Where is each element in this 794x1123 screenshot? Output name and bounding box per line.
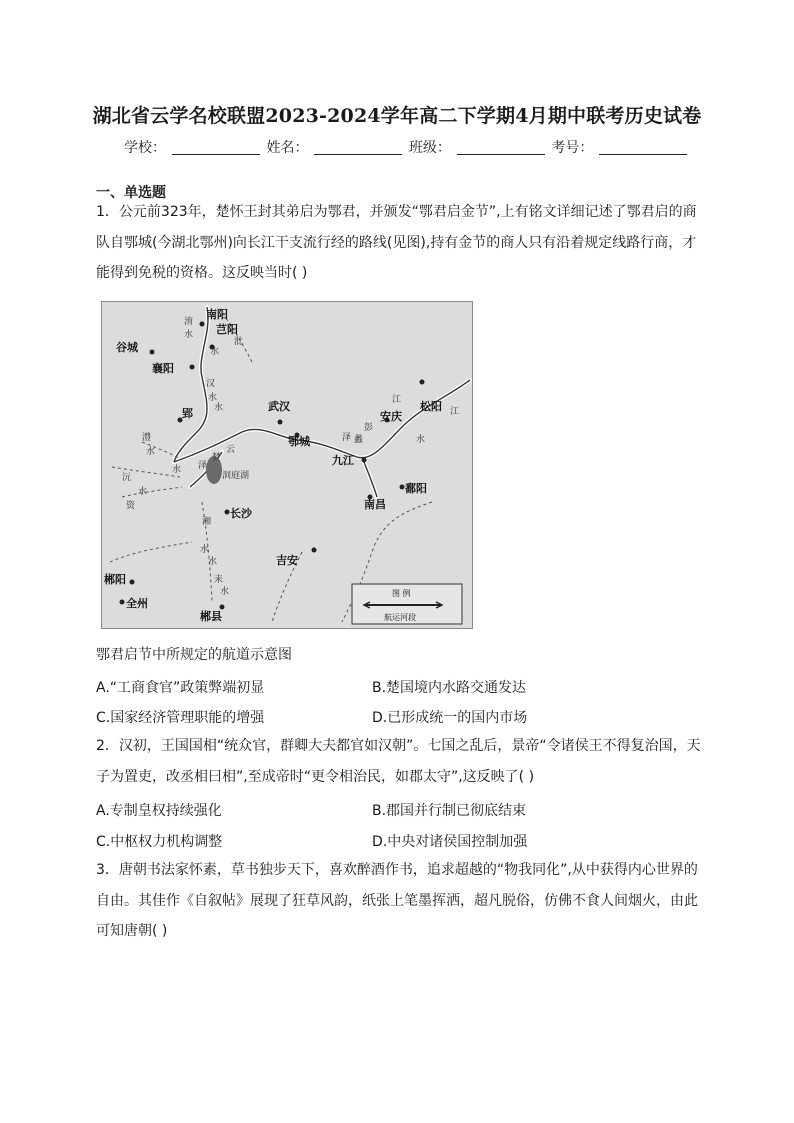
section-title: 一、单选题 bbox=[96, 185, 166, 201]
class-field[interactable] bbox=[457, 140, 545, 155]
school-label: 学校： bbox=[124, 140, 166, 156]
svg-text:江: 江 bbox=[392, 395, 402, 405]
svg-text:水: 水 bbox=[416, 435, 426, 445]
q2-option-d[interactable]: D.中央对诸侯国控制加强 bbox=[372, 834, 528, 850]
svg-text:水: 水 bbox=[138, 487, 148, 497]
svg-text:水: 水 bbox=[172, 465, 182, 475]
svg-text:湘: 湘 bbox=[202, 517, 212, 527]
svg-text:水: 水 bbox=[200, 545, 210, 555]
question-3-stem: 3．唐朝书法家怀素，草书独步天下，喜欢醉酒作书，追求超越的“物我同化”,从中获得内心世界的自由。其佳作《自叙帖》展现了狂草风韵，纸张上笔墨挥洒，超凡脱俗，仿佛不食人间烟火，由此可知唐朝( ) bbox=[96, 862, 698, 939]
exam-title: 湖北省云学名校联盟2023-2024学年高二下学期4月期中联考历史试卷 bbox=[92, 105, 702, 127]
city-biyang: 芑阳 bbox=[216, 323, 238, 336]
svg-text:汉: 汉 bbox=[206, 379, 216, 389]
class-label: 班级： bbox=[408, 140, 451, 156]
q1-option-a[interactable]: A.“工商食官”政策弊端初显 bbox=[96, 680, 265, 696]
q2-option-a[interactable]: A.专制皇权持续强化 bbox=[96, 803, 222, 819]
q2-options-row-2 bbox=[96, 831, 706, 853]
legend-title: 图 例 bbox=[392, 589, 411, 598]
legend-caption: 航运河段 bbox=[384, 613, 416, 622]
svg-text:江: 江 bbox=[450, 407, 460, 417]
city-quanzhou: 全州 bbox=[126, 597, 148, 610]
q2-option-b[interactable]: B.郡国并行制已彻底结束 bbox=[372, 803, 527, 819]
svg-text:水: 水 bbox=[184, 330, 194, 340]
exam-no-label: 考号： bbox=[551, 140, 594, 156]
question-2-stem: 2．汉初，王国国相“统众官，群卿大夫都官如汉朝”。七国之乱后，景帝“令诸侯王不得复治国，天子为置吏，改丞相曰相”,至成帝时“更令相治民，如郡太守”,这反映了( ) bbox=[96, 738, 701, 785]
svg-text:耒: 耒 bbox=[214, 575, 224, 585]
city-changsha: 长沙 bbox=[230, 507, 252, 520]
svg-text:云: 云 bbox=[226, 445, 236, 455]
svg-text:水: 水 bbox=[146, 447, 156, 457]
city-chenxian: 郴县 bbox=[200, 610, 222, 623]
route-map bbox=[101, 301, 473, 629]
map-legend bbox=[352, 584, 462, 624]
svg-text:沅: 沅 bbox=[122, 473, 132, 483]
svg-text:泽: 泽 bbox=[342, 433, 352, 443]
city-gucheng: 谷城 bbox=[116, 341, 138, 354]
city-jian: 吉安 bbox=[276, 554, 298, 567]
svg-text:水: 水 bbox=[214, 403, 224, 413]
school-field[interactable] bbox=[172, 140, 260, 155]
svg-text:沘: 沘 bbox=[234, 337, 244, 347]
q1-option-d[interactable]: D.已形成统一的国内市场 bbox=[372, 710, 528, 726]
svg-text:水: 水 bbox=[208, 557, 218, 567]
svg-text:水: 水 bbox=[208, 393, 218, 403]
exam-no-field[interactable] bbox=[599, 140, 687, 155]
city-poyang: 鄱阳 bbox=[405, 482, 427, 495]
q1-option-c[interactable]: C.国家经济管理职能的增强 bbox=[96, 710, 265, 726]
city-chenyang: 郴阳 bbox=[104, 573, 126, 586]
question-1-stem: 1．公元前323年，楚怀王封其弟启为鄂君，并颁发“鄂君启金节”,上有铭文详细记述了鄂君启的商队自鄂城(今湖北鄂州)向长江干支流行经的路线(见图),持有金节的商人只有沿着规定线路行商，才能得到免税的资格。这反映当时( ) bbox=[96, 204, 697, 281]
city-xiangyang: 襄阳 bbox=[152, 362, 174, 375]
city-nanyang: 南阳 bbox=[206, 308, 228, 321]
svg-text:蠡: 蠡 bbox=[354, 435, 364, 445]
yangtze-river bbox=[174, 380, 470, 462]
q1-options-row-2 bbox=[96, 707, 706, 729]
city-wuhan: 武汉 bbox=[268, 400, 290, 413]
svg-text:泽: 泽 bbox=[198, 461, 208, 471]
name-field[interactable] bbox=[314, 140, 402, 155]
q2-options-row-1 bbox=[96, 800, 706, 822]
svg-text:梦: 梦 bbox=[212, 453, 222, 463]
city-songyang: 松阳 bbox=[420, 400, 442, 413]
city-nanchang: 南昌 bbox=[364, 498, 386, 511]
svg-text:资: 资 bbox=[126, 501, 136, 511]
student-info-row bbox=[124, 137, 689, 157]
svg-text:水: 水 bbox=[210, 347, 220, 357]
city-ying: 郢 bbox=[182, 407, 193, 420]
figure-caption: 鄂君启节中所规定的航道示意图 bbox=[96, 647, 292, 663]
q1-option-b[interactable]: B.楚国境内水路交通发达 bbox=[372, 680, 527, 696]
svg-text:澧: 澧 bbox=[142, 433, 152, 443]
q2-option-c[interactable]: C.中枢权力机构调整 bbox=[96, 834, 223, 850]
city-jiujiang: 九江 bbox=[332, 454, 354, 467]
city-echeng: 鄂城 bbox=[288, 435, 310, 448]
svg-text:淯: 淯 bbox=[184, 317, 194, 327]
q1-options-row-1 bbox=[96, 677, 706, 699]
svg-text:彭: 彭 bbox=[364, 423, 374, 433]
city-anqing: 安庆 bbox=[380, 410, 402, 423]
svg-text:水: 水 bbox=[220, 587, 230, 597]
label-dongting: 洞庭湖 bbox=[222, 471, 250, 481]
name-label: 姓名： bbox=[266, 140, 309, 156]
